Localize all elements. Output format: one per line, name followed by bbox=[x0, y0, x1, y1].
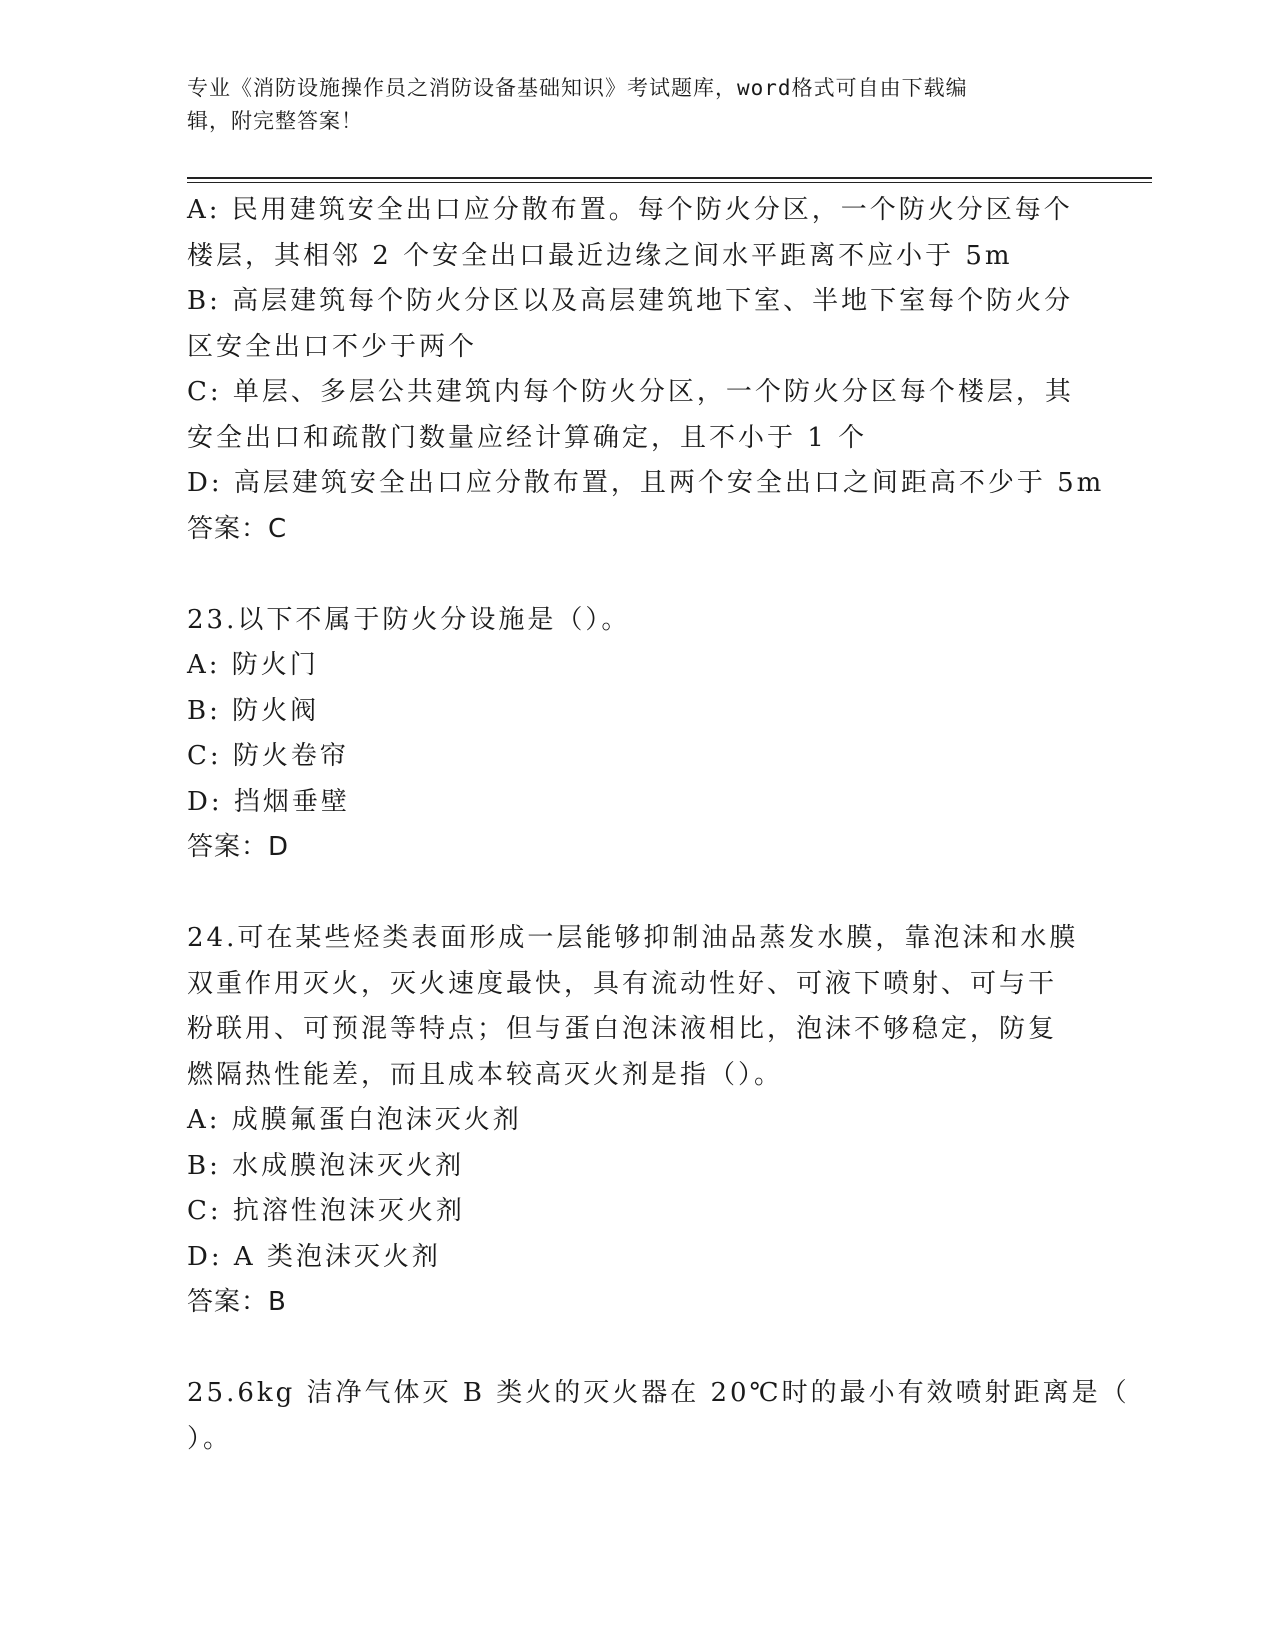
option-a: A: 成膜氟蛋白泡沫灭火剂 bbox=[187, 1105, 522, 1135]
option-c: C: 抗溶性泡沫灭火剂 bbox=[187, 1196, 465, 1226]
header-line: 辑，附完整答案！ bbox=[187, 109, 363, 133]
question-23 bbox=[187, 598, 1087, 871]
header-divider-thin bbox=[187, 182, 1152, 183]
header-line: 专业《消防设施操作员之消防设备基础知识》考试题库，word格式可自由下载编 bbox=[187, 76, 968, 100]
option-b: B: 防火阀 bbox=[187, 695, 320, 726]
option-a-cont: 楼层，其相邻 2 个安全出口最近边缘之间水平距离不应小于 5m bbox=[187, 240, 1013, 271]
question-stem: 23.以下不属于防火分设施是（）。 bbox=[187, 604, 631, 635]
document-header bbox=[187, 72, 1067, 138]
option-c-cont: 安全出口和疏散门数量应经计算确定，且不小于 1 个 bbox=[187, 422, 868, 453]
option-b: B: 水成膜泡沫灭火剂 bbox=[187, 1150, 465, 1181]
option-b: B: 高层建筑每个防火分区以及高层建筑地下室、半地下室每个防火分 bbox=[187, 286, 1074, 316]
question-24 bbox=[187, 916, 1087, 1326]
question-stem-cont: 燃隔热性能差，而且成本较高灭火剂是指（）。 bbox=[187, 1059, 784, 1090]
answer: 答案：C bbox=[187, 513, 288, 544]
question-list bbox=[187, 188, 1130, 1462]
question-stem: 24.可在某些烃类表面形成一层能够抑制油品蒸发水膜，靠泡沫和水膜 bbox=[187, 923, 1079, 953]
question-stem: 25.6kg 洁净气体灭 B 类火的灭火器在 20℃时的最小有效喷射距离是（ bbox=[187, 1378, 1130, 1408]
option-d: D: 高层建筑安全出口应分散布置，且两个安全出口之间距高不少于 5m bbox=[187, 468, 1105, 498]
header-divider bbox=[187, 177, 1152, 179]
spacer bbox=[187, 1326, 1087, 1372]
answer: 答案：D bbox=[187, 832, 290, 862]
option-a: A: 民用建筑安全出口应分散布置。每个防火分区，一个防火分区每个 bbox=[187, 195, 1073, 225]
option-c: C: 防火卷帘 bbox=[187, 741, 349, 771]
option-a: A: 防火门 bbox=[187, 650, 319, 680]
spacer bbox=[187, 552, 1087, 598]
question-stem-cont: 双重作用灭火，灭火速度最快，具有流动性好、可液下喷射、可与干 bbox=[187, 968, 1058, 999]
option-b-cont: 区安全出口不少于两个 bbox=[187, 331, 478, 362]
option-d: D: A 类泡沫灭火剂 bbox=[187, 1241, 441, 1272]
option-c: C: 单层、多层公共建筑内每个防火分区，一个防火分区每个楼层，其 bbox=[187, 377, 1074, 407]
spacer bbox=[187, 871, 1087, 917]
question-stem-cont: ）。 bbox=[187, 1423, 233, 1454]
question-stem-cont: 粉联用、可预混等特点；但与蛋白泡沫液相比，泡沫不够稳定，防复 bbox=[187, 1014, 1058, 1044]
option-d: D: 挡烟垂壁 bbox=[187, 786, 350, 817]
question-22 bbox=[187, 188, 1105, 552]
question-25 bbox=[187, 1371, 1130, 1462]
answer: 答案：B bbox=[187, 1287, 287, 1317]
